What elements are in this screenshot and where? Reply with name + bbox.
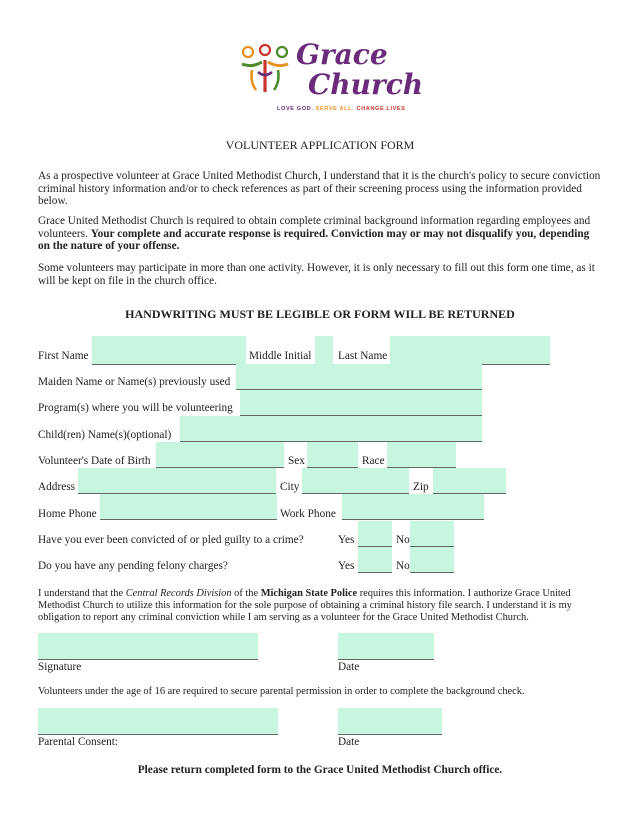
signature-field[interactable] <box>38 633 258 660</box>
middle-initial-label: Middle Initial <box>249 350 312 362</box>
figures-icon <box>238 42 292 100</box>
city-field[interactable] <box>302 468 409 494</box>
parental-date-field[interactable] <box>338 708 442 735</box>
children-field[interactable] <box>180 416 482 442</box>
footer-instructions: Please return completed form to the Grace United Methodist Church office. <box>137 764 503 776</box>
home-phone-label: Home Phone <box>38 508 97 520</box>
first-name-label: First Name <box>38 350 89 362</box>
pending-no-label: No <box>396 560 410 572</box>
intro-p2-bold: Your complete and accurate response is required. Conviction may or may not disqualify you, depending on the nature of your offense. <box>38 227 590 253</box>
work-phone-label: Work Phone <box>280 508 336 520</box>
sex-label: Sex <box>288 455 305 467</box>
signature-date-field[interactable] <box>338 633 434 660</box>
dob-field[interactable] <box>156 442 284 468</box>
programs-field[interactable] <box>240 390 482 416</box>
signature-label: Signature <box>38 661 82 673</box>
pending-question: Do you have any pending felony charges? <box>38 560 228 572</box>
minor-note: Volunteers under the age of 16 are required to secure parental permission in order to complete the background check. <box>38 686 525 697</box>
maiden-name-label: Maiden Name or Name(s) previously used <box>38 376 231 388</box>
intro-paragraph-3: Some volunteers may participate in more than one activity. However, it is only necessary to fill out this form one time, as it will be kept on file in the church office. <box>38 262 595 287</box>
logo-tagline <box>277 106 406 112</box>
middle-initial-field[interactable] <box>315 336 333 365</box>
parental-consent-field[interactable] <box>38 708 278 735</box>
convicted-no-label: No <box>396 534 410 546</box>
auth-italic: Central Records Division <box>125 588 232 599</box>
auth-part3: requires this information. I authorize Grace United Methodist Church to utilize this information for the sole purpose of obtaining a criminal history file search. I understand it is my obligation to report any criminal conviction while I am serving as a volunteer for the Grace United Methodist Church. <box>38 588 572 623</box>
convicted-no-field[interactable] <box>410 521 454 547</box>
parental-consent-label: Parental Consent: <box>38 736 119 748</box>
intro-paragraph-2 <box>38 215 604 253</box>
address-label: Address <box>38 481 76 493</box>
tagline-serve: SERVE ALL. <box>315 106 355 112</box>
convicted-yes-label: Yes <box>338 534 355 546</box>
work-phone-field[interactable] <box>342 494 484 520</box>
last-name-label: Last Name <box>338 350 388 362</box>
city-label: City <box>280 481 300 493</box>
programs-label: Program(s) where you will be volunteering <box>38 402 233 414</box>
race-label: Race <box>362 455 385 467</box>
convicted-yes-field[interactable] <box>358 521 392 547</box>
race-field[interactable] <box>387 442 456 468</box>
logo-church-text: Church <box>308 68 424 101</box>
tagline-change: CHANGE LIVES <box>356 106 406 112</box>
tagline-love: LOVE GOD. <box>277 106 314 112</box>
zip-label: Zip <box>413 481 429 493</box>
form-title: VOLUNTEER APPLICATION FORM <box>225 138 415 152</box>
pending-yes-field[interactable] <box>358 547 392 573</box>
authorization-paragraph <box>38 588 604 624</box>
convicted-question: Have you ever been convicted of or pled guilty to a crime? <box>38 534 304 546</box>
signature-date-label: Date <box>338 661 360 673</box>
auth-part2: of the <box>231 588 261 599</box>
intro-paragraph-1: As a prospective volunteer at Grace United Methodist Church, I understand that it is the church's policy to secure conviction criminal history information and/or to check references as part of their screening process using the information provided below. <box>38 170 601 208</box>
zip-field[interactable] <box>433 468 506 494</box>
auth-bold: Michigan State Police <box>260 588 358 599</box>
dob-label: Volunteer's Date of Birth <box>38 455 151 467</box>
logo-grace-text: Grace <box>296 38 388 71</box>
auth-part1: I understand that the <box>38 588 126 599</box>
sex-field[interactable] <box>307 442 358 468</box>
last-name-field[interactable] <box>390 336 550 365</box>
children-label: Child(ren) Name(s)(optional) <box>38 429 172 441</box>
maiden-name-field[interactable] <box>236 364 482 390</box>
parental-date-label: Date <box>338 736 360 748</box>
intro-p2-plain: Grace United Methodist Church is required to obtain complete criminal background information regarding employees and volunteers. <box>38 215 591 240</box>
home-phone-field[interactable] <box>100 494 277 520</box>
pending-yes-label: Yes <box>338 560 355 572</box>
pending-no-field[interactable] <box>410 547 454 573</box>
first-name-field[interactable] <box>92 336 246 365</box>
church-logo <box>238 38 424 114</box>
address-field[interactable] <box>78 468 276 494</box>
legibility-warning: HANDWRITING MUST BE LEGIBLE OR FORM WILL BE RETURNED <box>125 307 515 321</box>
